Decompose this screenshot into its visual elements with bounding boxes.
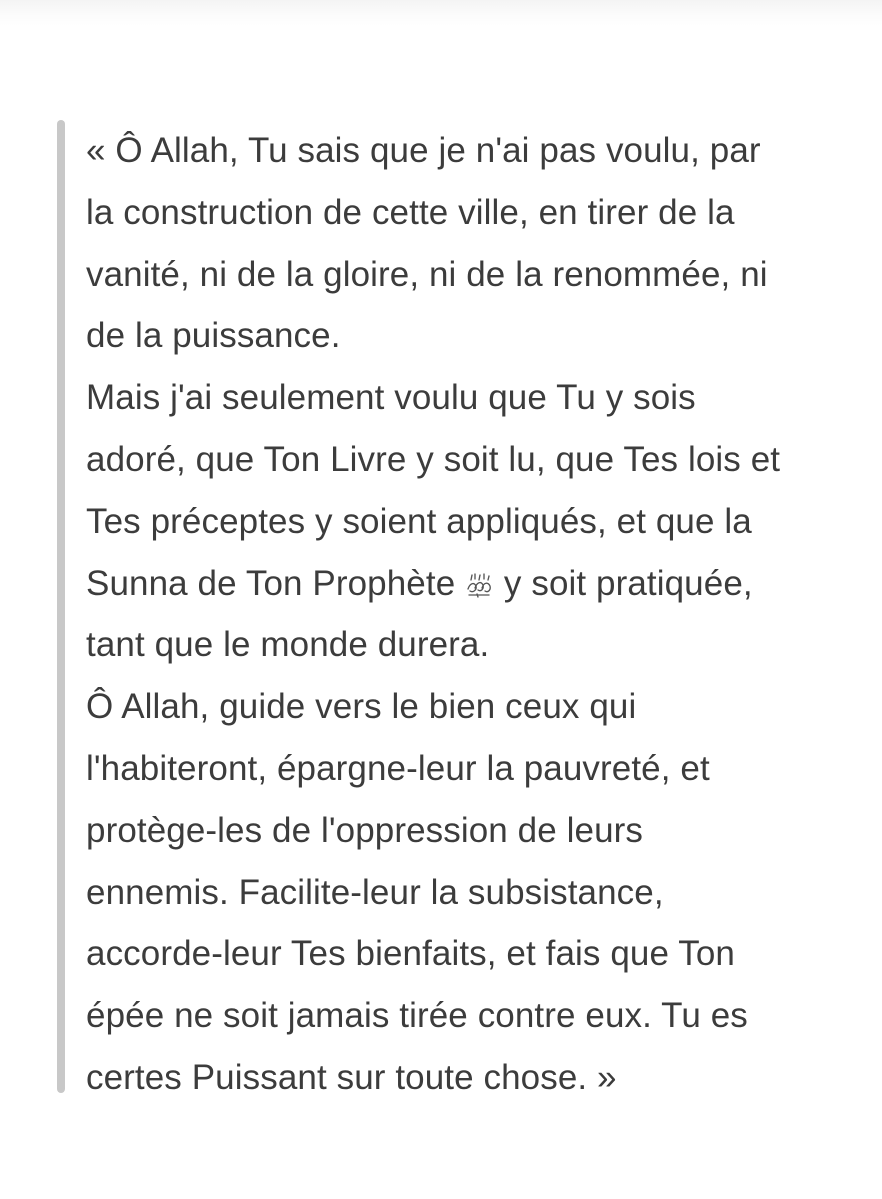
quote-line: accorde-leur Tes bienfaits, et fais que Ton [86, 934, 735, 974]
quote-line: Ô Allah, guide vers le bien ceux qui [86, 687, 637, 727]
quote-bar [57, 120, 65, 1093]
quote-line: Mais j'ai seulement voulu que Tu y sois [86, 378, 696, 418]
quote-line: l'habiteront, épargne-leur la pauvreté, et [86, 748, 710, 788]
quote-line: « Ô Allah, Tu sais que je n'ai pas voulu, par [86, 131, 761, 170]
quote-line-with-honorific [86, 553, 846, 615]
quote-line: de la puissance. [86, 316, 341, 356]
quote-text [86, 120, 846, 1109]
quote-line: protège-les de l'oppression de leurs [86, 810, 644, 850]
quote-line-part: y soit pratiquée, [503, 563, 753, 603]
quote-line: vanité, ni de la gloire, ni de la renommée, ni [86, 254, 768, 294]
quote-line: adoré, que Ton Livre y soit lu, que Tes lois et [86, 439, 781, 479]
top-edge-shadow [0, 0, 882, 26]
quote-line: certes Puissant sur toute chose. » [86, 1057, 617, 1097]
quote-line: la construction de cette ville, en tirer de la [86, 192, 735, 232]
quote-line-part: Sunna de Ton Prophète [86, 563, 456, 603]
quote-line: tant que le monde durera. [86, 625, 490, 665]
quote-line: Tes préceptes y soient appliqués, et que la [86, 501, 752, 541]
quote-line: ennemis. Facilite-leur la subsistance, [86, 872, 664, 912]
sallallahu-alayhi-wasallam-ligature-icon [465, 572, 493, 598]
blockquote [57, 120, 847, 1097]
quote-line: épée ne soit jamais tirée contre eux. Tu es [86, 996, 748, 1036]
